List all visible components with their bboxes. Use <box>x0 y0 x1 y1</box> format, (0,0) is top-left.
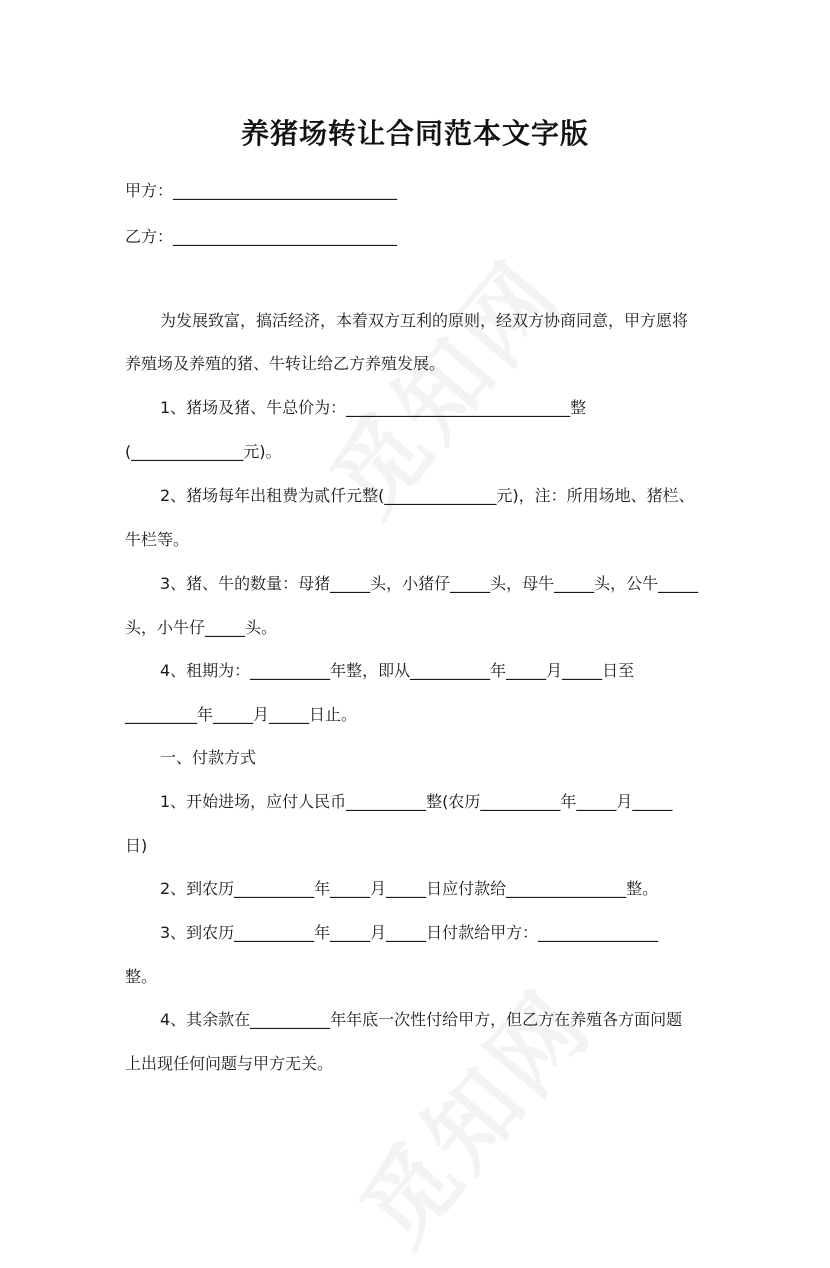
clause-2-line-2: 牛栏等。 <box>125 530 190 549</box>
clause-2-line-1: 2、猪场每年出租费为贰仟元整(______________元)，注：所用场地、猪栏、 <box>160 486 695 505</box>
document-title: 养猪场转让合同范本文字版 <box>240 117 589 150</box>
clause-4-line-1: 4、租期为：__________年整，即从__________年_____月_____日至 <box>160 661 635 680</box>
clause-3-line-2: 头，小牛仔_____头。 <box>125 618 278 637</box>
payment-1-line-2: 日) <box>125 836 148 855</box>
intro-line-1: 为发展致富，搞活经济，本着双方互利的原则，经双方协商同意，甲方愿将 <box>160 311 689 330</box>
payment-3-line-1: 3、到农历__________年_____月_____日付款给甲方：_______________ <box>160 923 659 942</box>
party-a-line: 甲方：____________________________ <box>125 181 398 200</box>
payment-3-line-2: 整。 <box>125 967 158 986</box>
section-heading-payment: 一、付款方式 <box>160 748 257 767</box>
payment-4-line-2: 上出现任何问题与甲方无关。 <box>125 1054 334 1073</box>
party-b-line: 乙方：____________________________ <box>125 227 398 246</box>
clause-4-line-2: _________年_____月_____日止。 <box>125 705 358 724</box>
payment-4-line-1: 4、其余款在__________年年底一次性付给甲方，但乙方在养殖各方面问题 <box>160 1010 683 1029</box>
intro-line-2: 养殖场及养殖的猪、牛转让给乙方养殖发展。 <box>125 354 446 373</box>
payment-1-line-1: 1、开始进场，应付人民币__________整(农历__________年_____月_____ <box>160 792 673 811</box>
clause-1-line-2: (______________元)。 <box>125 442 282 461</box>
clause-3-line-1: 3、猪、牛的数量：母猪_____头，小猪仔_____头，母牛_____头，公牛_____ <box>160 574 699 593</box>
payment-2-line: 2、到农历__________年_____月_____日应付款给_______________整。 <box>160 879 659 898</box>
clause-1-line-1: 1、猪场及猪、牛总价为：____________________________整 <box>160 398 587 417</box>
